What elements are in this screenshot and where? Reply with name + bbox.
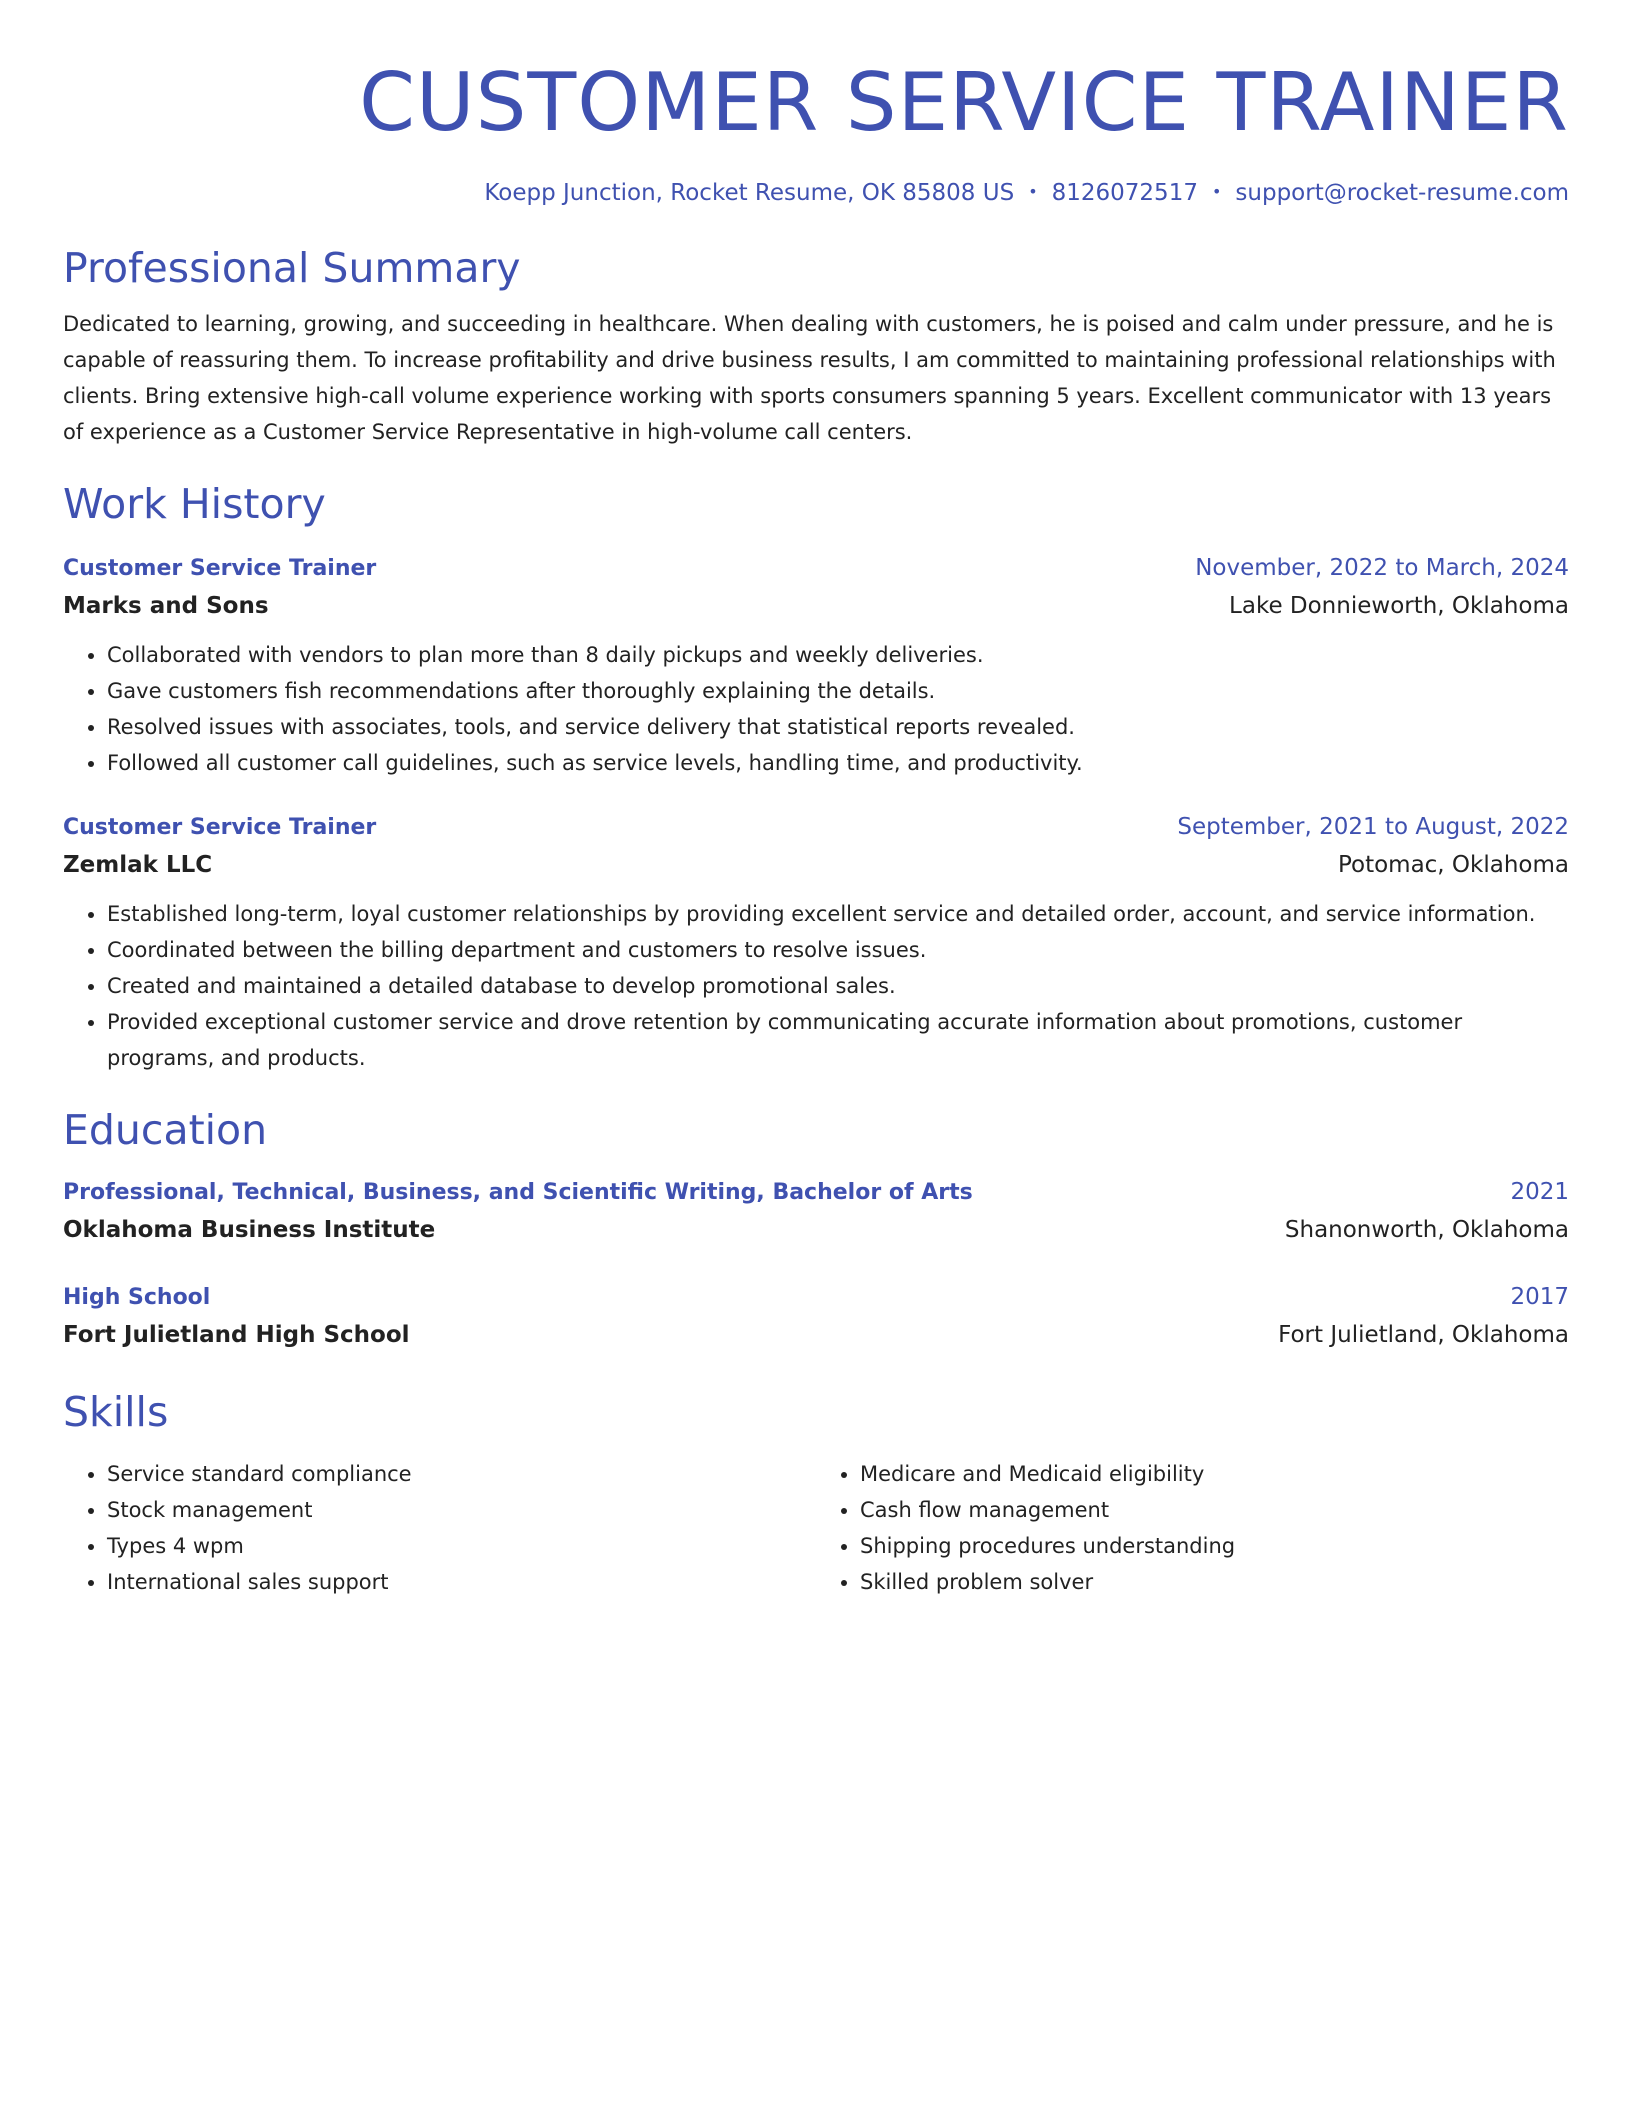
job-bullet: • Followed all customer call guidelines, such as service levels, handling time, and productivity. [107, 745, 1569, 781]
skills-grid [63, 1456, 1569, 1600]
job-header-row [63, 550, 1569, 587]
skill-item: • Service standard compliance [107, 1456, 816, 1492]
job-company-row [63, 587, 1569, 625]
job-header-row [63, 809, 1569, 846]
education-school-row [63, 1211, 1569, 1249]
job-dates: November, 2022 to March, 2024 [1195, 555, 1569, 581]
work-history-heading: Work History [63, 480, 326, 528]
job-bullet: • Created and maintained a detailed database to develop promotional sales. [107, 968, 1569, 1004]
education-school: Oklahoma Business Institute [63, 1217, 436, 1243]
education-header-row [63, 1279, 1569, 1316]
education-year: 2017 [1510, 1284, 1569, 1310]
job-bullet: • Collaborated with vendors to plan more than 8 daily pickups and weekly deliveries. [107, 637, 1569, 673]
contact-separator: • [1211, 182, 1222, 201]
skills-list [816, 1456, 1569, 1600]
education-year: 2021 [1510, 1179, 1569, 1205]
skill-item: • Shipping procedures understanding [860, 1528, 1569, 1564]
contact-address: Koepp Junction, Rocket Resume, OK 85808 US [484, 180, 1015, 206]
education-degree: High School [63, 1285, 211, 1310]
contact-separator: • [1028, 182, 1038, 201]
job-title: Customer Service Trainer [63, 556, 377, 581]
job-title: Customer Service Trainer [63, 815, 377, 840]
skills-heading: Skills [63, 1388, 169, 1436]
contact-email[interactable]: support@rocket-resume.com [1235, 180, 1569, 206]
education-header-row [63, 1174, 1569, 1211]
job-entry [63, 809, 1569, 1076]
summary-text: Dedicated to learning, growing, and succeeding in healthcare. When dealing with customers, he is poised and calm under pressure, and he is capable of reassuring them. To increase profitability and drive business results, I am committed to maintaining professional relationships with clients. Bring extensive high-call volume experience working with sports consumers spanning 5 years. Excellent communicator with 13 years of experience as a Customer Service Representative in high-volume call centers. [63, 312, 1556, 444]
job-bullet: • Gave customers fish recommendations after thoroughly explaining the details. [107, 673, 1569, 709]
skill-item: • Stock management [107, 1492, 816, 1528]
contact-phone: 8126072517 [1051, 180, 1198, 206]
job-bullet: • Resolved issues with associates, tools, and service delivery that statistical reports revealed. [107, 709, 1569, 745]
skill-item: • Types 4 wpm [107, 1528, 816, 1564]
job-entry [63, 550, 1569, 781]
job-bullet: • Established long-term, loyal customer relationships by providing excellent service and detailed order, account, and service information. [107, 896, 1569, 932]
job-company: Marks and Sons [63, 593, 269, 619]
education-location: Fort Julietland, Oklahoma [1278, 1322, 1569, 1348]
skill-item: • Cash flow management [860, 1492, 1569, 1528]
skills-column-left [63, 1456, 816, 1600]
job-company: Zemlak LLC [63, 852, 213, 878]
skill-item: • Medicare and Medicaid eligibility [860, 1456, 1569, 1492]
education-school-row [63, 1316, 1569, 1354]
education-degree: Professional, Technical, Business, and Scientific Writing, Bachelor of Arts [63, 1180, 973, 1205]
skill-item: • Skilled problem solver [860, 1564, 1569, 1600]
job-bullet: • Provided exceptional customer service and drove retention by communicating accurate information about promotions, customer programs, and products. [107, 1004, 1569, 1076]
job-location: Potomac, Oklahoma [1337, 852, 1569, 878]
resume-name: CUSTOMER SERVICE TRAINER [359, 56, 1569, 149]
education-entry [63, 1174, 1569, 1249]
skills-list [63, 1456, 816, 1600]
job-dates: September, 2021 to August, 2022 [1177, 814, 1569, 840]
job-bullets [63, 896, 1569, 1076]
job-location: Lake Donnieworth, Oklahoma [1229, 593, 1569, 619]
job-company-row [63, 846, 1569, 884]
education-heading: Education [63, 1106, 268, 1154]
skills-column-right [816, 1456, 1569, 1600]
summary-heading: Professional Summary [63, 244, 521, 292]
skill-item: • International sales support [107, 1564, 816, 1600]
job-bullets [63, 637, 1569, 781]
job-bullet: • Coordinated between the billing department and customers to resolve issues. [107, 932, 1569, 968]
education-location: Shanonworth, Oklahoma [1284, 1217, 1569, 1243]
education-school: Fort Julietland High School [63, 1322, 410, 1348]
education-entry [63, 1279, 1569, 1354]
contact-line [63, 178, 1569, 210]
